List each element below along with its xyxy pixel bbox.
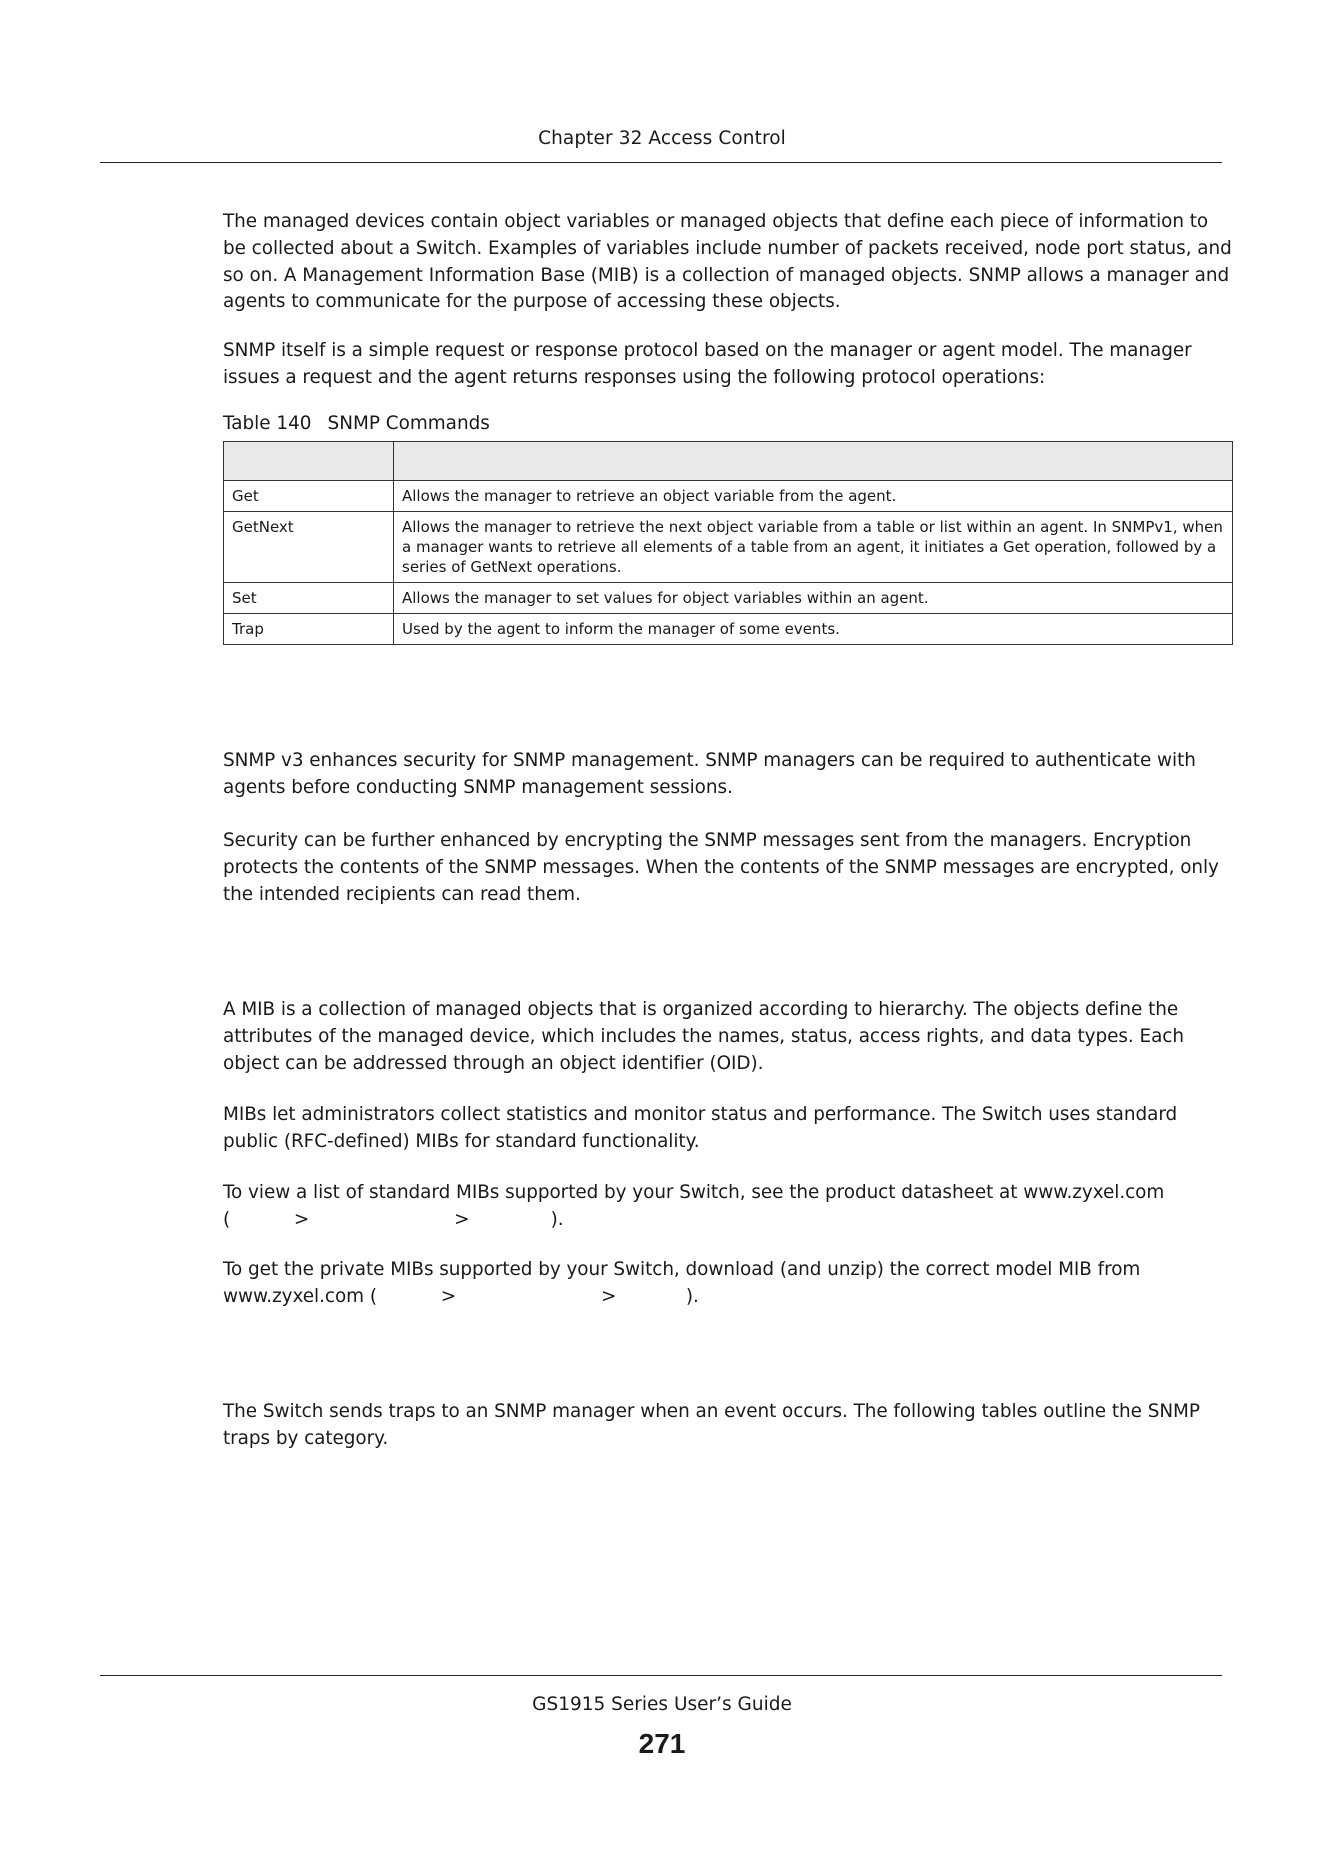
table-row [224, 583, 1233, 614]
description-cell: Used by the agent to inform the manager of some events. [394, 614, 1233, 645]
standard-mibs-line-1: To view a list of standard MIBs supported by your Switch, see the product datasheet at www.zyxel.com [223, 1182, 1165, 1203]
page-number: 271 [638, 1728, 686, 1759]
table-row [224, 481, 1233, 512]
command-cell: GetNext [224, 512, 394, 583]
footer-rule [100, 1675, 1222, 1676]
description-cell: Allows the manager to set values for object variables within an agent. [394, 583, 1233, 614]
header-rule [100, 162, 1222, 163]
command-cell: Trap [224, 614, 394, 645]
table-header-row [224, 442, 1233, 481]
table-caption [223, 413, 490, 434]
table-row [224, 614, 1233, 645]
table-caption-title: SNMP Commands [327, 413, 490, 434]
paragraph-managed-devices: The managed devices contain object variables or managed objects that define each piece of information to be collected about a Switch. Examples of variables include number of packets received, node port status, and so on. A Management Information Base (MIB) is a collection of managed objects. SNMP allows a manager and agents to communicate for the purpose of accessing these objects. [223, 211, 1232, 313]
paragraph-snmp-traps: The Switch sends traps to an SNMP manager when an event occurs. The following tables outline the SNMP traps by category. [223, 1401, 1200, 1449]
paragraph-mib-statistics: MIBs let administrators collect statistics and monitor status and performance. The Switch uses standard public (RFC-defined) MIBs for standard functionality. [223, 1104, 1178, 1152]
private-mibs-line-1: To get the private MIBs supported by your Switch, download (and unzip) the correct model MIB from [223, 1259, 1141, 1280]
table-header-cell [394, 442, 1233, 481]
command-cell: Get [224, 481, 394, 512]
description-cell: Allows the manager to retrieve an object variable from the agent. [394, 481, 1233, 512]
command-cell: Set [224, 583, 394, 614]
chapter-header: Chapter 32 Access Control [538, 128, 786, 149]
paragraph-snmpv3-security: SNMP v3 enhances security for SNMP management. SNMP managers can be required to authenticate with agents before conducting SNMP management sessions. [223, 750, 1196, 798]
snmp-commands-table [223, 441, 1233, 645]
paragraph-snmp-protocol: SNMP itself is a simple request or response protocol based on the manager or agent model. The manager issues a request and the agent returns responses using the following protocol operations: [223, 340, 1192, 388]
table-caption-number: Table 140 [223, 413, 312, 434]
paragraph-mib-definition: A MIB is a collection of managed objects that is organized according to hierarchy. The objects define the attributes of the managed device, which includes the names, status, access rights, and data types. Each object can be addressed through an object identifier (OID). [223, 999, 1184, 1074]
private-mibs-line-2: www.zyxel.com ( > > ). [223, 1285, 699, 1307]
standard-mibs-line-2: ( > > ). [223, 1208, 564, 1230]
paragraph-encryption: Security can be further enhanced by encrypting the SNMP messages sent from the managers. Encryption protects the contents of the SNMP messages. When the contents of the SNMP messages are encrypted, only the intended recipients can read them. [223, 830, 1219, 905]
footer-guide-title: GS1915 Series User’s Guide [532, 1694, 792, 1715]
paragraph-standard-mibs [223, 1180, 1233, 1234]
paragraph-private-mibs [223, 1257, 1233, 1311]
table-header-cell [224, 442, 394, 481]
description-cell: Allows the manager to retrieve the next object variable from a table or list within an agent. In SNMPv1, when a manager wants to retrieve all elements of a table from an agent, it initiates a Get operation, followed by a series of GetNext operations. [394, 512, 1233, 583]
table-row [224, 512, 1233, 583]
